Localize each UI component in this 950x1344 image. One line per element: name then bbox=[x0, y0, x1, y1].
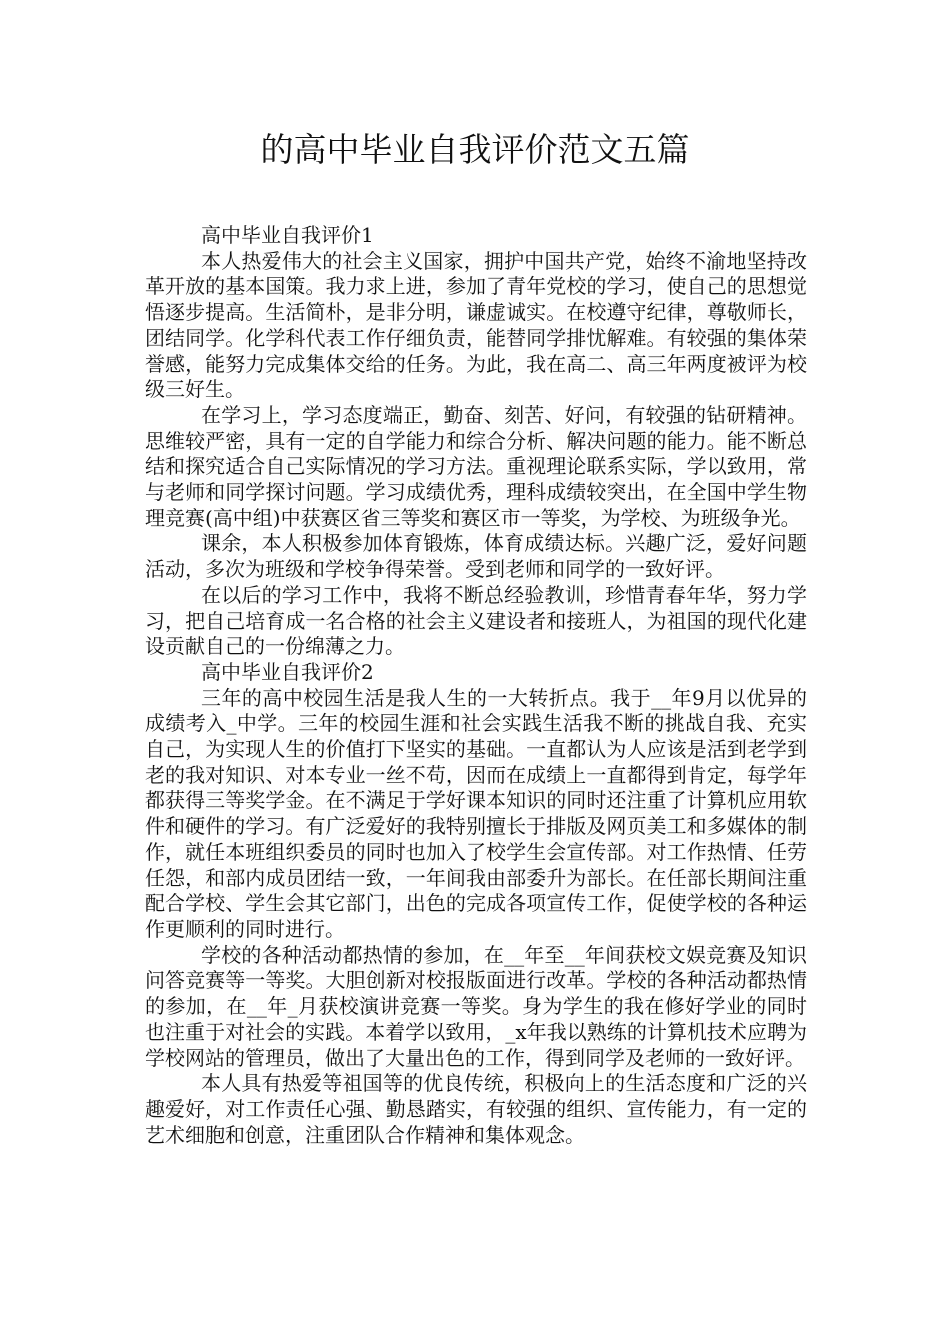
paragraph: 三年的高中校园生活是我人生的一大转折点。我于__年9月以优异的成绩考入_中学。三年的校园生涯和社会实践生活我不断的挑战自我、充实自己，为实现人生的价值打下坚实的基础。一直都认为人应该是活到老学到老的我对知识、对本专业一丝不苟，因而在成绩上一直都得到肯定，每学年都获得三等奖学金。在不满足于学好课本知识的同时还注重了计算机应用软件和硬件的学习。有广泛爱好的我特别擅长于排版及网页美工和多媒体的制作，就任本班组织委员的同时也加入了校学生会宣传部。对工作热情、任劳任怨，和部内成员团结一致，一年间我由部委升为部长。在任部长期间注重配合学校、学生会其它部门，出色的完成各项宣传工作，促使学校的各种运作更顺利的同时进行。 bbox=[145, 685, 807, 941]
section-heading-1: 高中毕业自我评价1 bbox=[201, 223, 374, 247]
paragraph: 学校的各种活动都热情的参加，在__年至__年间获校文娱竞赛及知识问答竞赛等一等奖。大胆创新对校报版面进行改革。学校的各种活动都热情的参加，在__年_月获校演讲竞赛一等奖。身为学生的我在修好学业的同时也注重于对社会的实践。本着学以致用，_x年我以熟练的计算机技术应聘为学校网站的管理员，做出了大量出色的工作，得到同学及老师的一致好评。 bbox=[145, 942, 807, 1070]
document-title: 的高中毕业自我评价范文五篇 bbox=[260, 130, 690, 169]
paragraph: 在学习上，学习态度端正，勤奋、刻苦、好问，有较强的钻研精神。思维较严密，具有一定的自学能力和综合分析、解决问题的能力。能不断总结和探究适合自己实际情况的学习方法。重视理论联系实际，学以致用，常与老师和同学探讨问题。学习成绩优秀，理科成绩较突出，在全国中学生物理竞赛(高中组)中获赛区省三等奖和赛区市一等奖，为学校、为班级争光。 bbox=[145, 402, 807, 530]
paragraph: 课余，本人积极参加体育锻炼，体育成绩达标。兴趣广泛，爱好问题活动，多次为班级和学校争得荣誉。受到老师和同学的一致好评。 bbox=[145, 531, 807, 582]
section-heading-2: 高中毕业自我评价2 bbox=[201, 659, 374, 684]
document-body bbox=[145, 223, 807, 1148]
paragraph: 在以后的学习工作中，我将不断总经验教训，珍惜青春年华，努力学习，把自己培育成一名合格的社会主义建设者和接班人，为祖国的现代化建设贡献自己的一份绵薄之力。 bbox=[145, 582, 807, 659]
paragraph: 本人具有热爱等祖国等的优良传统，积极向上的生活态度和广泛的兴趣爱好，对工作责任心强、勤恳踏实，有较强的组织、宣传能力，有一定的艺术细胞和创意，注重团队合作精神和集体观念。 bbox=[145, 1071, 807, 1147]
paragraph: 本人热爱伟大的社会主义国家，拥护中国共产党，始终不渝地坚持改革开放的基本国策。我力求上进，参加了青年党校的学习，使自己的思想觉悟逐步提高。生活简朴，是非分明，谦虚诚实。在校遵守纪律，尊敬师长，团结同学。化学科代表工作仔细负责，能替同学排忧解难。有较强的集体荣誉感，能努力完成集体交给的任务。为此，我在高二、高三年两度被评为校级三好生。 bbox=[145, 248, 807, 402]
